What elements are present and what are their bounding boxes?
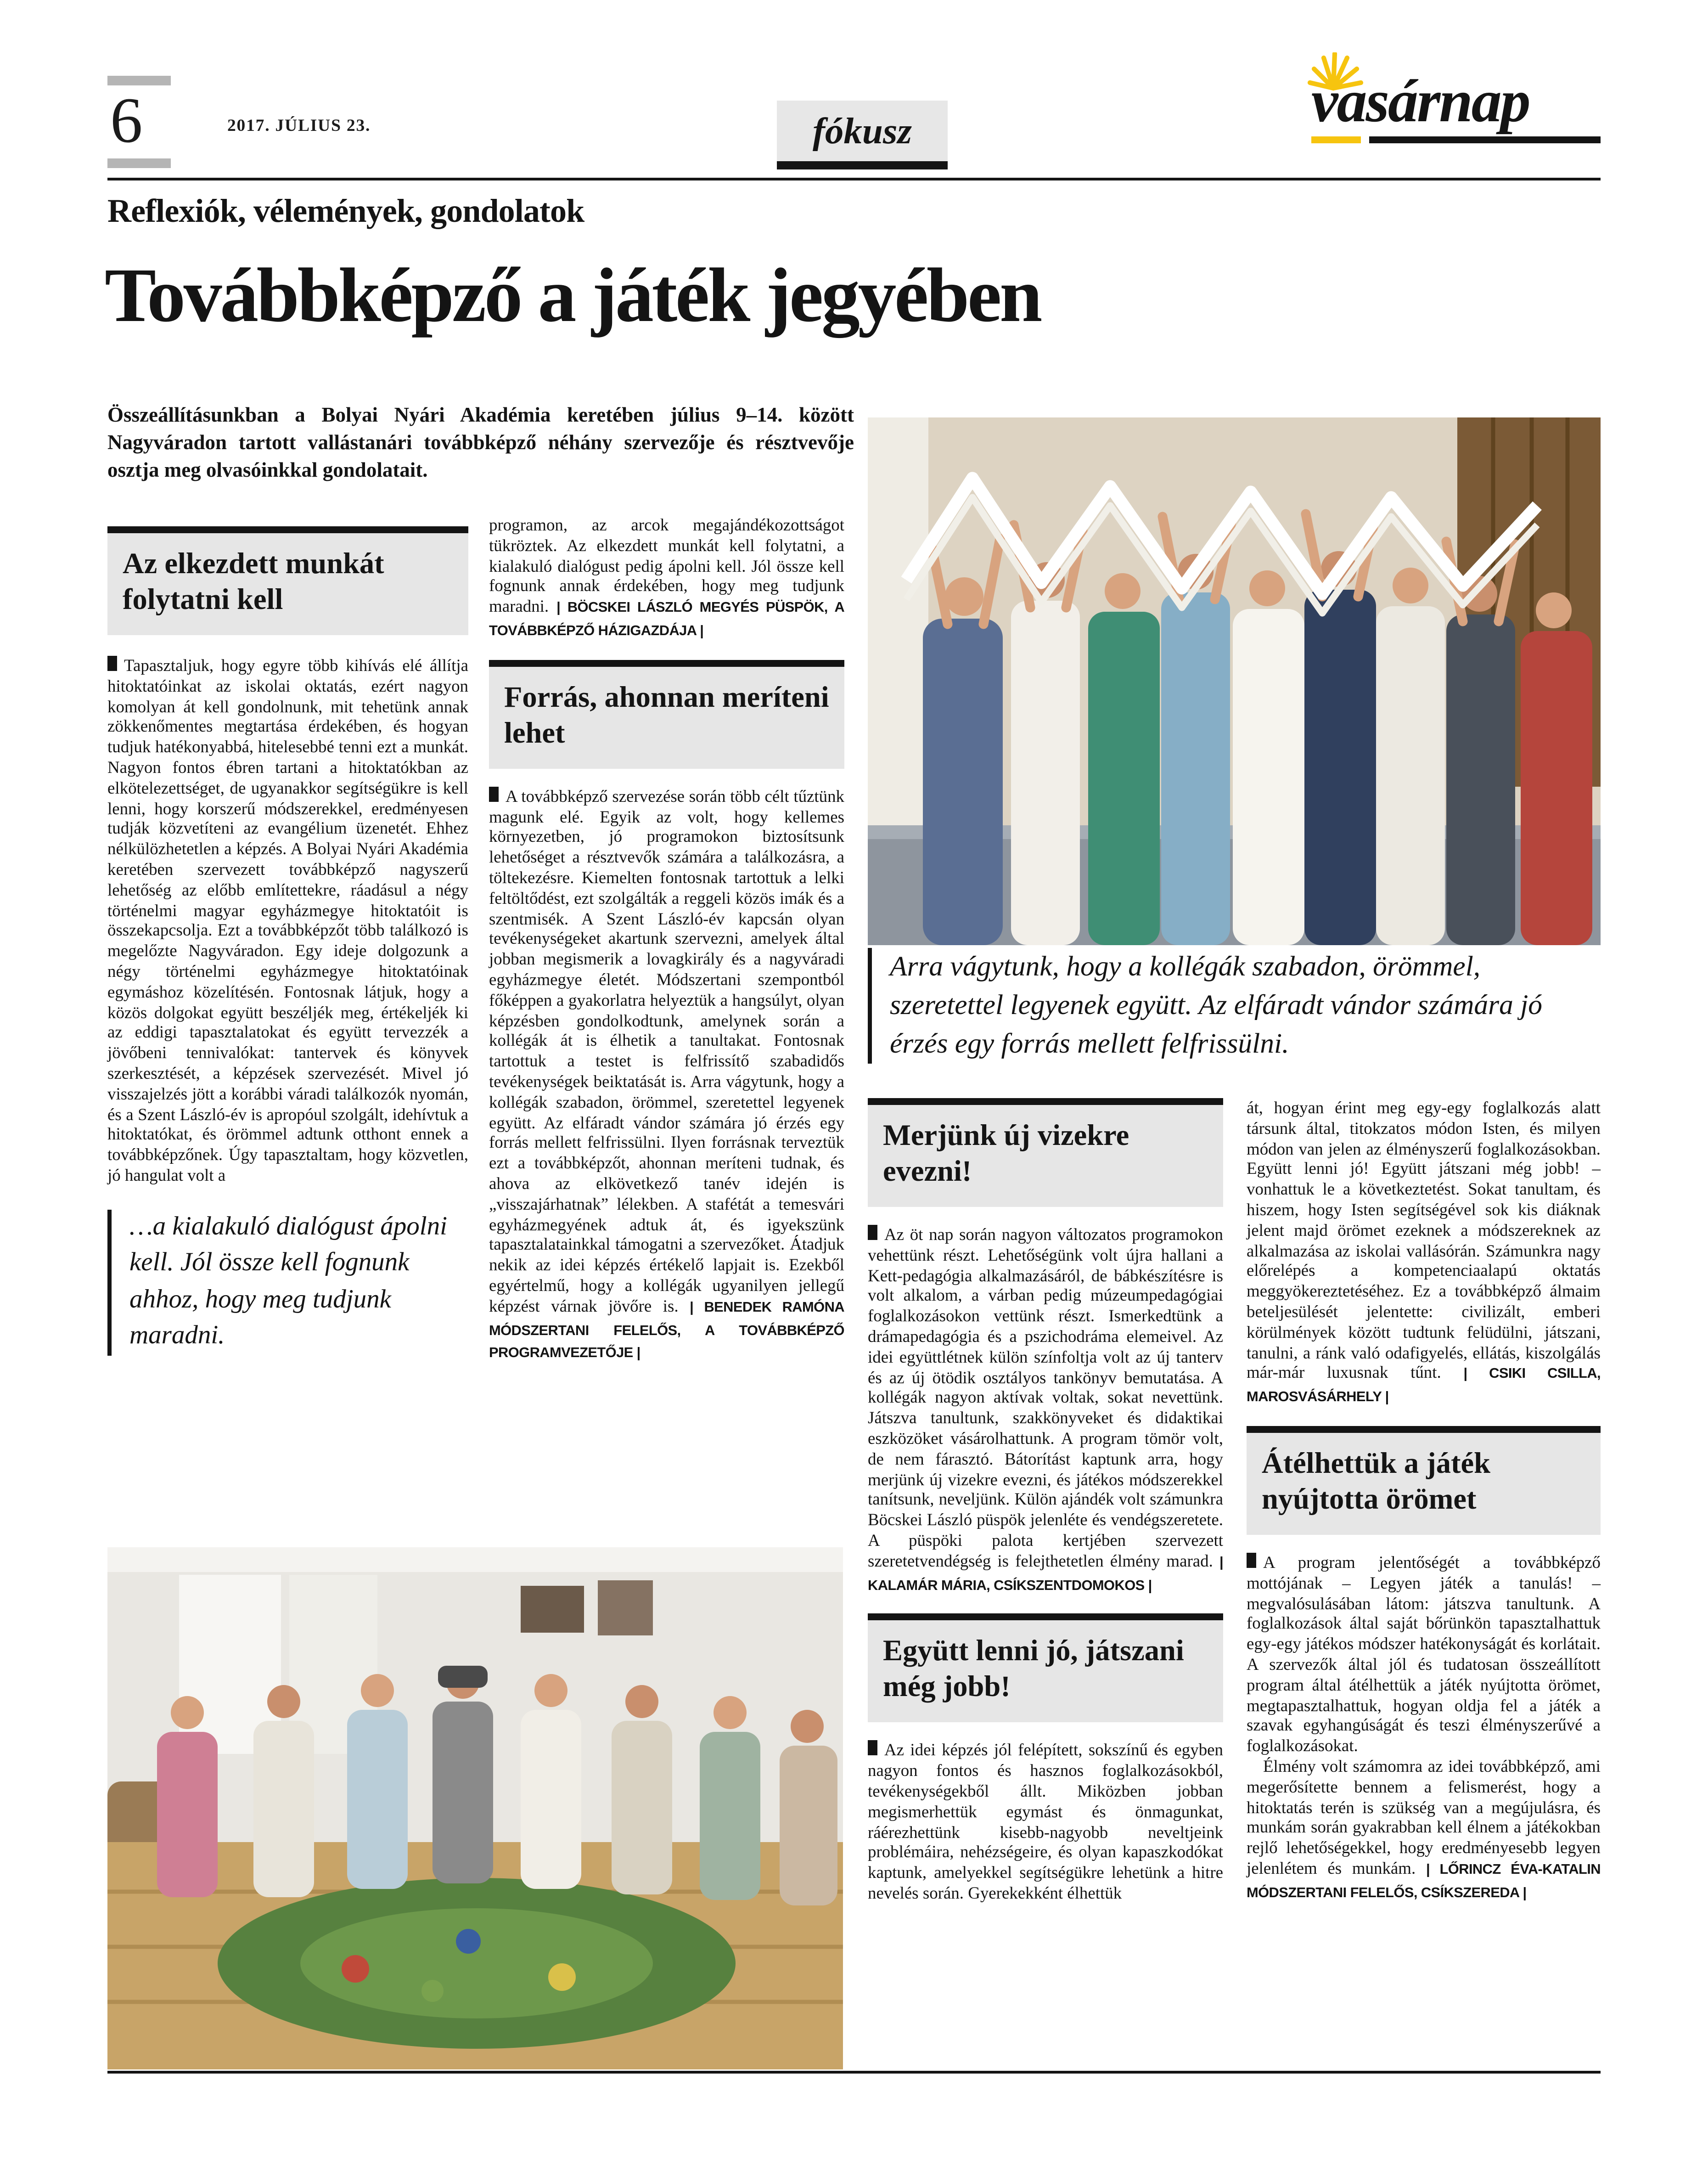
lead-paragraph: Összeállításunkban a Bolyai Nyári Akadémia keretében július 9–14. között Nagyváradon tartott vallástanári továbbképző néhány szervezője és résztvevője osztja meg olvasóinkkal gondolatait. xyxy=(107,405,854,482)
article-body xyxy=(868,1225,1223,1597)
article-heading-benedek: Forrás, ahonnan meríteni lehet xyxy=(489,659,844,768)
article-body-text: A program jelentőségét a továbbképző mottójának – Legyen játék a tanulás! – megvalósulásában látom: játszva tanultunk. A foglalkozások által saját bőrünkön tapasztalhattuk egy-egy játékos módszer hatékonyságát és korlátait. A szervezők által jól és tudatosan összeállított program által átélhettük a játék nyújtotta örömet, megtapasztalhattuk, hogyan oldja fel a játék a szavak egyhangúságát és teszi élményszerűvé a foglalkozásokat. xyxy=(1247,1552,1601,1756)
header-rule xyxy=(107,178,1601,180)
author-signature: | KALAMÁR MÁRIA, CSÍKSZENTDOMOKOS | xyxy=(868,1555,1223,1594)
article-heading-kalamar: Merjünk új vizekre evezni! xyxy=(868,1098,1223,1207)
author-signature: | BENEDEK RAMÓNA MÓDSZERTANI FELELŐS, A TOVÁBBKÉPZŐ PROGRAMVEZETŐJE | xyxy=(489,1300,844,1362)
brand-underline xyxy=(1311,136,1601,143)
page-number-bottom-bar xyxy=(107,158,171,168)
article-body xyxy=(868,1741,1223,1904)
photo-training-group xyxy=(868,417,1601,952)
article-body-text: át, hogyan érint meg egy-egy foglalkozás alatt társunk által, titokzatos módon Isten, és milyen módon van jelen az élményszerű foglalkozásokban. Együtt lenni jó! Együtt játszani még jobb! – vonhattuk le a következtetést. Sokat tanultam, és hiszem, hogy Isten segítségével sok kis diáknak jelent majd örömet ezeknek a módszereknek az alkalmazása az iskolai vallásórán. Számunkra nagy előrelépés a kompetenciaalapú oktatás meggyökereztetéséhez. Ez a továbbképző álmaim beteljesülését jelentette: civilizált, emberi körülmények között tudtunk felüdülni, játszani, tanulni, a ránk való odafigyelés, ellátás, kiszolgálás már-már luxusnak tűnt. xyxy=(1247,1098,1601,1383)
article-heading-lorincz: Átélhettük a játék nyújtotta örömet xyxy=(1247,1426,1601,1535)
paragraph-marker-icon xyxy=(1247,1553,1256,1568)
article-body xyxy=(489,786,844,1365)
article-body xyxy=(489,515,844,643)
article-heading-csiki: Együtt lenni jó, játszani még jobb! xyxy=(868,1614,1223,1723)
pull-quote-left: …a kialakuló dialógust ápolni kell. Jól össze kell fognunk ahhoz, hogy meg tudjunk maradni. xyxy=(107,1209,468,1355)
article-heading-bocskei: Az elkezdett munkát folytatni kell xyxy=(107,526,468,635)
author-signature: | LŐRINCZ ÉVA-KATALIN MÓDSZERTANI FELELŐS, CSÍKSZEREDA | xyxy=(1247,1862,1601,1901)
article-body-text: Élmény volt számomra az idei továbbképző, ami megerősítette bennem a felismerést, hogy a hitoktatás terén is szükség van a megújulásra, és munkám során gyakrabban kell élnem a játékokban rejlő lehetőségekkel, hogy eredményesebb legyen jelenlétem és munkám. xyxy=(1247,1756,1601,1878)
article-body xyxy=(107,656,468,1186)
article-body xyxy=(1247,1553,1601,1757)
kicker: Reflexiók, vélemények, gondolatok xyxy=(107,194,584,230)
article-body xyxy=(1247,1098,1601,1409)
article-body-text: Tapasztaljuk, hogy egyre több kihívás elé állítja hitoktatóinkat az iskolai oktatás, ezért nagyon komolyan át kell gondolnunk, mit tehetünk annak zökkenőmentes megtartása érdekében, és hogyan tudjuk hatékonyabbá, hitelesebbé tenni ezt a munkát. Nagyon fontos ébren tartani a hitoktatókban az elkötelezettséget, de ugyanakkor segítségükre is kell lenni, hogy korszerű módszerekkel, eredményesen tudják közvetíteni az evangélium üzenetét. Ehhez nélkülözhetetlen a képzés. A Bolyai Nyári Akadémia keretében szervezett továbbképző nagyszerű lehetőség az előbb említettekre, ráadásul a négy történelmi magyar egyházmegye hitoktatóit is összekapcsolja. Ezt a továbbképzőt több találkozó is megelőzte Nagyváradon. Egy ideje dolgozunk a négy történelmi egyházmegye hitoktatóinak egymáshoz közelítésén. Fontosnak látjuk, hogy a közös dolgokat együtt beszéljék meg, értékeljék ki az eddigi tapasztalatokat és együtt tervezzék a jövőbeni tennivalókat: tantervek és könyvek szerkesztését, a képzések szervezését. Mivel jó visszajelzés jött a korábbi váradi találkozók nyomán, és a Szent László-év is apropóul szolgált, idehívtuk a hitoktatókat, és örömmel adtunk otthont ennek a továbbképzőnek. Úgy tapasztaltam, hogy közvetlen, jó hangulat volt a xyxy=(107,656,468,1185)
brand-logo xyxy=(1311,69,1601,143)
paragraph-marker-icon xyxy=(107,656,117,671)
article-body-text: Az öt nap során nagyon változatos programokon vehettünk részt. Lehetőségünk volt újra hallani a Kett-pedagógia alkalmazásáról, de bábkészítésre is volt alkalom, a várban pedig múzeumpedagógiai foglalkozásokon vettünk részt. Ismerkedtünk a drámapedagógia és a pszichodráma elemeivel. Az idei együttlétnek külön színfoltja volt az új tanterv és az új ötödik osztályos tankönyv bemutatása. A kollégák nagyon aktívak voltak, sokat nevettünk. Játszva tanultunk, szakkönyveket és didaktikai eszközöket vásárolhattunk. A program tömör volt, de nem fárasztó. Bátorítást kaptunk arra, hogy merjünk új vizekre evezni, és játékos módszerekkel tanítsunk, neveljünk. Külön ajándék volt számunkra Böcskei László püspök jelenléte és vendégszeretete. A püspöki palota kertjében szervezett szeretetvendégség is felejthetetlen élmény marad. xyxy=(868,1225,1223,1571)
brand-underline-yellow xyxy=(1311,136,1361,143)
author-signature: | BÖCSKEI LÁSZLÓ MEGYÉS PÜSPÖK, A TOVÁBBKÉPZŐ HÁZIGAZDÁJA | xyxy=(489,601,845,639)
page-number-block xyxy=(107,76,171,168)
pull-quote-photo: Arra vágytunk, hogy a kollégák szabadon, örömmel, szeretettel legyenek együtt. Az elfáradt vándor számára jó érzés egy forrás mellett felfrissülni. xyxy=(868,948,1601,1064)
brand-underline-black xyxy=(1369,136,1601,143)
paragraph-marker-icon xyxy=(868,1741,877,1756)
page-number-top-bar xyxy=(107,76,171,85)
column-4 xyxy=(1247,1098,1601,1905)
article-body-text: Az idei képzés jól felépített, sokszínű és egyben nagyon fontos és hasznos foglalkozásokból, tevékenységekből állt. Miközben jobban megismerhettük egymást és önmagunkat, ráérezhettünk kisebb-nagyobb neveltjeink problémáira, nehézségeire, és olyan kapaszkodókat kaptunk, amelyekkel segítségükre lehetünk a hitre nevelés során. Gyerekekként élhettük xyxy=(868,1741,1223,1903)
section-label: fókusz xyxy=(777,101,948,169)
page-number: 6 xyxy=(110,85,143,157)
author-signature: | CSIKI CSILLA, MAROSVÁSÁRHELY | xyxy=(1247,1367,1601,1406)
footer-rule xyxy=(107,2071,1601,2074)
article-body xyxy=(1247,1757,1601,1905)
column-2 xyxy=(489,515,844,1365)
issue-date: 2017. JÚLIUS 23. xyxy=(227,116,371,135)
paragraph-marker-icon xyxy=(489,786,499,801)
paragraph-marker-icon xyxy=(868,1225,877,1240)
headline: Továbbképző a játék jegyében xyxy=(105,254,1040,339)
brand-name: vasárnap xyxy=(1311,68,1529,135)
article-body-text: programon, az arcok megajándékozottságot tükröztek. Az elkezdett munkát kell folytatni, a kialakuló dialógust pedig ápolni kell. Jól össze kell fognunk annak érdekében, hogy meg tudjunk maradni. xyxy=(489,515,844,616)
column-1 xyxy=(107,526,468,1355)
article-body-text: A továbbképző szervezése során több célt tűztünk magunk elé. Egyik az volt, hogy kellemes környezetben, jó programokon biztosítsunk lehetőséget a résztvevők számára a találkozásra, a töltekezésre. Kiemelten fontosnak tartottuk a lelki feltöltődést, ezt szolgálták a reggeli közös imák és a szentmisék. A Szent László-év kapcsán olyan tevékenységeket akartunk szervezni, amelyek által jobban megismerik a lovagkirály és a nagyváradi egyházmegye életét. Módszertani szempontból főképpen a gyakorlatra helyeztük a hangsúlyt, olyan képzésben gondolkodtunk, amelynek során a kollégák át is élhetik a tanultakat. Fontosnak tartottuk a testet is felfrissítő szabadidős tevékenységek beiktatását is. Arra vágytunk, hogy a kollégák szabadon, örömmel, szeretettel legyenek együtt. Az elfáradt vándor számára jó érzés egy forrás mellett felfrissülni. Ilyen forrásnak terveztük ezt a továbbképzőt, ahonnan meríteni tudnak, és ahova az elkövetkező tanév idején is „visszajárhatnak” lélekben. A stafétát a temesvári egyházmegyének adtuk át, és igyekszünk tapasztalatainkkal támogatni a szervezőket. Átadjuk nekik az idei képzés értékelő lapjait is. Ezekből egyértelmű, hogy a kollégák ugyanilyen jellegű képzést várnak jövőre is. xyxy=(489,786,844,1316)
photo-circle-activity xyxy=(107,1547,843,2076)
column-3 xyxy=(868,1098,1223,1904)
